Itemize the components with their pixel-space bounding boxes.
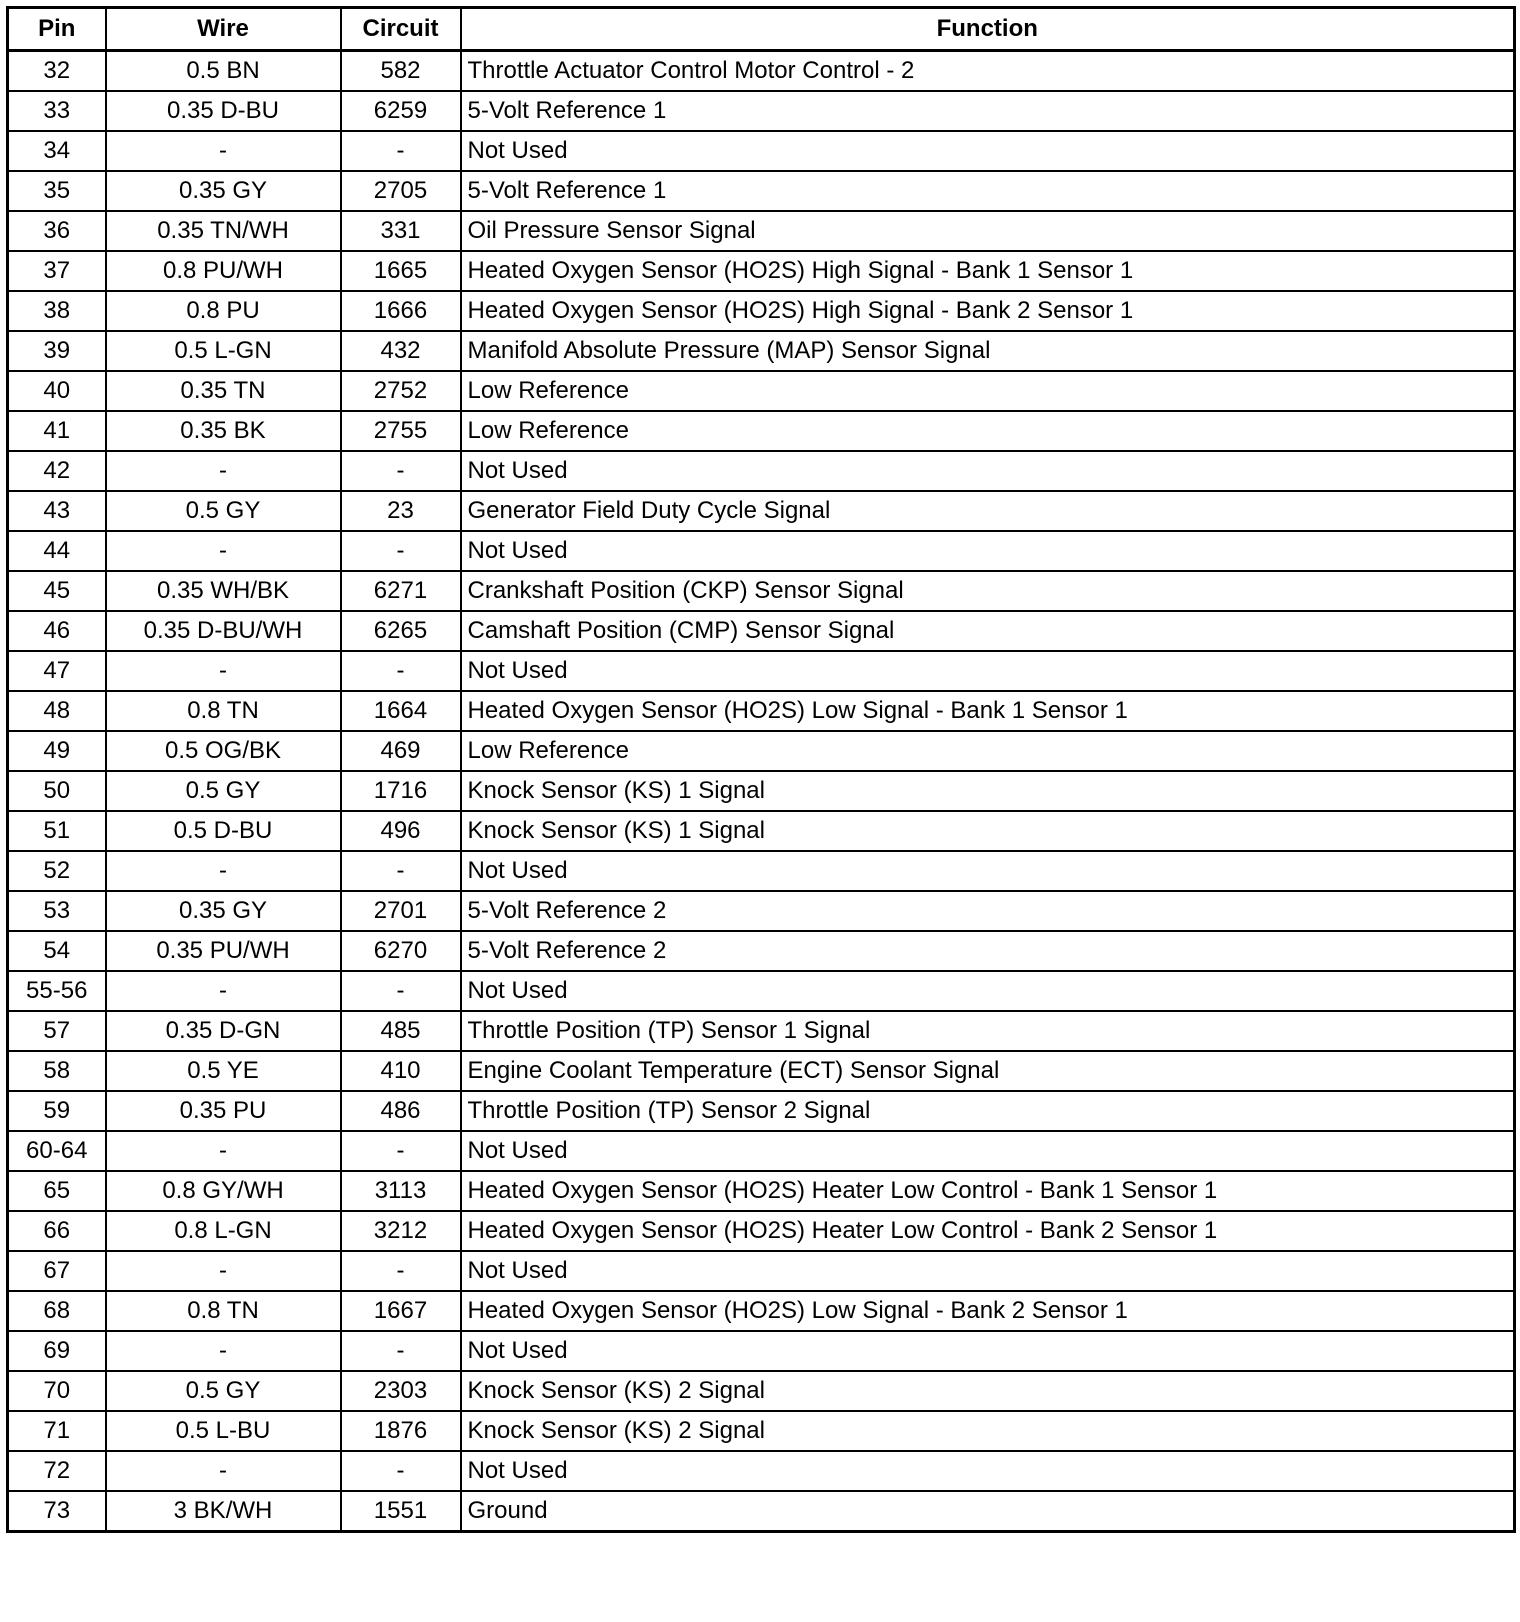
pin-cell: 69 [8,1331,106,1371]
wire-cell: 0.5 GY [106,771,341,811]
pin-cell: 72 [8,1451,106,1491]
pin-cell: 32 [8,51,106,92]
wire-cell: - [106,1331,341,1371]
function-cell: Heated Oxygen Sensor (HO2S) High Signal - Bank 2 Sensor 1 [461,291,1515,331]
wire-cell: 0.35 PU/WH [106,931,341,971]
wire-cell: 0.8 TN [106,691,341,731]
function-cell: Knock Sensor (KS) 2 Signal [461,1411,1515,1451]
pin-cell: 55-56 [8,971,106,1011]
function-cell: Heated Oxygen Sensor (HO2S) Heater Low Control - Bank 2 Sensor 1 [461,1211,1515,1251]
function-cell: Not Used [461,1251,1515,1291]
table-row [8,1211,1515,1251]
pin-cell: 33 [8,91,106,131]
pin-cell: 70 [8,1371,106,1411]
table-row [8,531,1515,571]
circuit-cell: 1666 [341,291,461,331]
wire-cell: - [106,1131,341,1171]
table-row [8,411,1515,451]
function-cell: Oil Pressure Sensor Signal [461,211,1515,251]
table-row [8,91,1515,131]
pin-cell: 73 [8,1491,106,1532]
circuit-cell: - [341,851,461,891]
wire-cell: - [106,971,341,1011]
table-row [8,1291,1515,1331]
wire-cell: - [106,531,341,571]
circuit-cell: 6271 [341,571,461,611]
wire-cell: 0.35 D-BU/WH [106,611,341,651]
circuit-cell: 6270 [341,931,461,971]
table-row [8,1131,1515,1171]
function-cell: Not Used [461,1331,1515,1371]
wire-cell: 0.8 GY/WH [106,1171,341,1211]
pin-cell: 45 [8,571,106,611]
table-row [8,611,1515,651]
table-row [8,491,1515,531]
table-row [8,1491,1515,1532]
wire-cell: 0.8 L-GN [106,1211,341,1251]
circuit-cell: 2755 [341,411,461,451]
function-cell: Heated Oxygen Sensor (HO2S) High Signal - Bank 1 Sensor 1 [461,251,1515,291]
wire-cell: - [106,451,341,491]
circuit-cell: 1876 [341,1411,461,1451]
header-pin: Pin [8,8,106,51]
wire-cell: 0.5 L-BU [106,1411,341,1451]
circuit-cell: 2705 [341,171,461,211]
table-row [8,811,1515,851]
function-cell: Heated Oxygen Sensor (HO2S) Heater Low Control - Bank 1 Sensor 1 [461,1171,1515,1211]
pin-cell: 42 [8,451,106,491]
header-function: Function [461,8,1515,51]
circuit-cell: - [341,1131,461,1171]
function-cell: Not Used [461,1451,1515,1491]
header-row [8,8,1515,51]
wire-cell: - [106,651,341,691]
connector-pinout-table [6,6,1516,1533]
pin-cell: 49 [8,731,106,771]
table-row [8,131,1515,171]
function-cell: Not Used [461,451,1515,491]
pin-cell: 46 [8,611,106,651]
wire-cell: 0.35 D-GN [106,1011,341,1051]
function-cell: Engine Coolant Temperature (ECT) Sensor Signal [461,1051,1515,1091]
table-row [8,51,1515,92]
function-cell: Not Used [461,1131,1515,1171]
table-row [8,731,1515,771]
pin-cell: 51 [8,811,106,851]
wire-cell: 0.8 TN [106,1291,341,1331]
table-row [8,1011,1515,1051]
pin-cell: 41 [8,411,106,451]
pin-cell: 47 [8,651,106,691]
pin-cell: 53 [8,891,106,931]
function-cell: 5-Volt Reference 1 [461,91,1515,131]
function-cell: Ground [461,1491,1515,1532]
header-wire: Wire [106,8,341,51]
circuit-cell: 1664 [341,691,461,731]
pin-cell: 57 [8,1011,106,1051]
circuit-cell: 3212 [341,1211,461,1251]
circuit-cell: - [341,451,461,491]
wire-cell: 0.35 PU [106,1091,341,1131]
pin-cell: 58 [8,1051,106,1091]
table-row [8,1331,1515,1371]
table-row [8,571,1515,611]
table-row [8,851,1515,891]
function-cell: Not Used [461,531,1515,571]
function-cell: 5-Volt Reference 2 [461,891,1515,931]
table-row [8,771,1515,811]
pin-cell: 34 [8,131,106,171]
pin-cell: 50 [8,771,106,811]
table-row [8,451,1515,491]
circuit-cell: 1551 [341,1491,461,1532]
function-cell: Knock Sensor (KS) 1 Signal [461,811,1515,851]
circuit-cell: 485 [341,1011,461,1051]
function-cell: Low Reference [461,411,1515,451]
wire-cell: 0.8 PU/WH [106,251,341,291]
circuit-cell: - [341,131,461,171]
wire-cell: 0.8 PU [106,291,341,331]
circuit-cell: 496 [341,811,461,851]
header-circuit: Circuit [341,8,461,51]
pin-cell: 66 [8,1211,106,1251]
circuit-cell: 582 [341,51,461,92]
pin-cell: 36 [8,211,106,251]
circuit-cell: 6265 [341,611,461,651]
wire-cell: - [106,131,341,171]
circuit-cell: 2701 [341,891,461,931]
circuit-cell: - [341,651,461,691]
wire-cell: - [106,1451,341,1491]
table-row [8,1251,1515,1291]
table-body [8,51,1515,1532]
pin-cell: 44 [8,531,106,571]
wire-cell: - [106,851,341,891]
pin-cell: 54 [8,931,106,971]
circuit-cell: - [341,531,461,571]
pin-cell: 35 [8,171,106,211]
function-cell: Heated Oxygen Sensor (HO2S) Low Signal - Bank 2 Sensor 1 [461,1291,1515,1331]
table-row [8,971,1515,1011]
function-cell: Not Used [461,971,1515,1011]
pin-cell: 65 [8,1171,106,1211]
pin-cell: 68 [8,1291,106,1331]
circuit-cell: 2752 [341,371,461,411]
wire-cell: 0.35 GY [106,891,341,931]
pin-cell: 40 [8,371,106,411]
function-cell: Throttle Position (TP) Sensor 1 Signal [461,1011,1515,1051]
pin-cell: 60-64 [8,1131,106,1171]
function-cell: Knock Sensor (KS) 1 Signal [461,771,1515,811]
function-cell: Throttle Actuator Control Motor Control - 2 [461,51,1515,92]
wire-cell: 0.5 L-GN [106,331,341,371]
wire-cell: 0.35 TN [106,371,341,411]
table-row [8,651,1515,691]
function-cell: Knock Sensor (KS) 2 Signal [461,1371,1515,1411]
pin-cell: 39 [8,331,106,371]
circuit-cell: 1665 [341,251,461,291]
pin-cell: 59 [8,1091,106,1131]
circuit-cell: 1667 [341,1291,461,1331]
function-cell: Not Used [461,651,1515,691]
wire-cell: 0.5 GY [106,1371,341,1411]
function-cell: Low Reference [461,371,1515,411]
pin-cell: 71 [8,1411,106,1451]
wire-cell: 0.5 GY [106,491,341,531]
circuit-cell: 6259 [341,91,461,131]
pin-cell: 43 [8,491,106,531]
table-row [8,891,1515,931]
table-row [8,211,1515,251]
table-row [8,1371,1515,1411]
circuit-cell: 1716 [341,771,461,811]
circuit-cell: - [341,1331,461,1371]
wire-cell: 0.35 BK [106,411,341,451]
table-row [8,331,1515,371]
table-row [8,171,1515,211]
table-row [8,691,1515,731]
pin-cell: 37 [8,251,106,291]
circuit-cell: - [341,971,461,1011]
pin-cell: 48 [8,691,106,731]
table-row [8,251,1515,291]
circuit-cell: 432 [341,331,461,371]
wire-cell: 0.35 D-BU [106,91,341,131]
table-row [8,291,1515,331]
function-cell: Generator Field Duty Cycle Signal [461,491,1515,531]
table-header [8,8,1515,51]
circuit-cell: 486 [341,1091,461,1131]
function-cell: Heated Oxygen Sensor (HO2S) Low Signal - Bank 1 Sensor 1 [461,691,1515,731]
table-row [8,1411,1515,1451]
circuit-cell: 2303 [341,1371,461,1411]
pin-cell: 38 [8,291,106,331]
function-cell: Not Used [461,851,1515,891]
wire-cell: - [106,1251,341,1291]
pin-cell: 52 [8,851,106,891]
wire-cell: 3 BK/WH [106,1491,341,1532]
circuit-cell: 410 [341,1051,461,1091]
function-cell: Throttle Position (TP) Sensor 2 Signal [461,1091,1515,1131]
circuit-cell: 23 [341,491,461,531]
function-cell: 5-Volt Reference 1 [461,171,1515,211]
wire-cell: 0.35 WH/BK [106,571,341,611]
pin-cell: 67 [8,1251,106,1291]
wire-cell: 0.35 GY [106,171,341,211]
wire-cell: 0.5 D-BU [106,811,341,851]
circuit-cell: 3113 [341,1171,461,1211]
table-row [8,1171,1515,1211]
function-cell: Crankshaft Position (CKP) Sensor Signal [461,571,1515,611]
circuit-cell: - [341,1251,461,1291]
function-cell: Camshaft Position (CMP) Sensor Signal [461,611,1515,651]
wire-cell: 0.5 BN [106,51,341,92]
circuit-cell: - [341,1451,461,1491]
function-cell: Not Used [461,131,1515,171]
pinout-document [6,6,1516,1533]
circuit-cell: 331 [341,211,461,251]
table-row [8,931,1515,971]
circuit-cell: 469 [341,731,461,771]
wire-cell: 0.5 YE [106,1051,341,1091]
function-cell: 5-Volt Reference 2 [461,931,1515,971]
wire-cell: 0.35 TN/WH [106,211,341,251]
table-row [8,1091,1515,1131]
table-row [8,371,1515,411]
function-cell: Low Reference [461,731,1515,771]
table-row [8,1451,1515,1491]
function-cell: Manifold Absolute Pressure (MAP) Sensor Signal [461,331,1515,371]
table-row [8,1051,1515,1091]
wire-cell: 0.5 OG/BK [106,731,341,771]
